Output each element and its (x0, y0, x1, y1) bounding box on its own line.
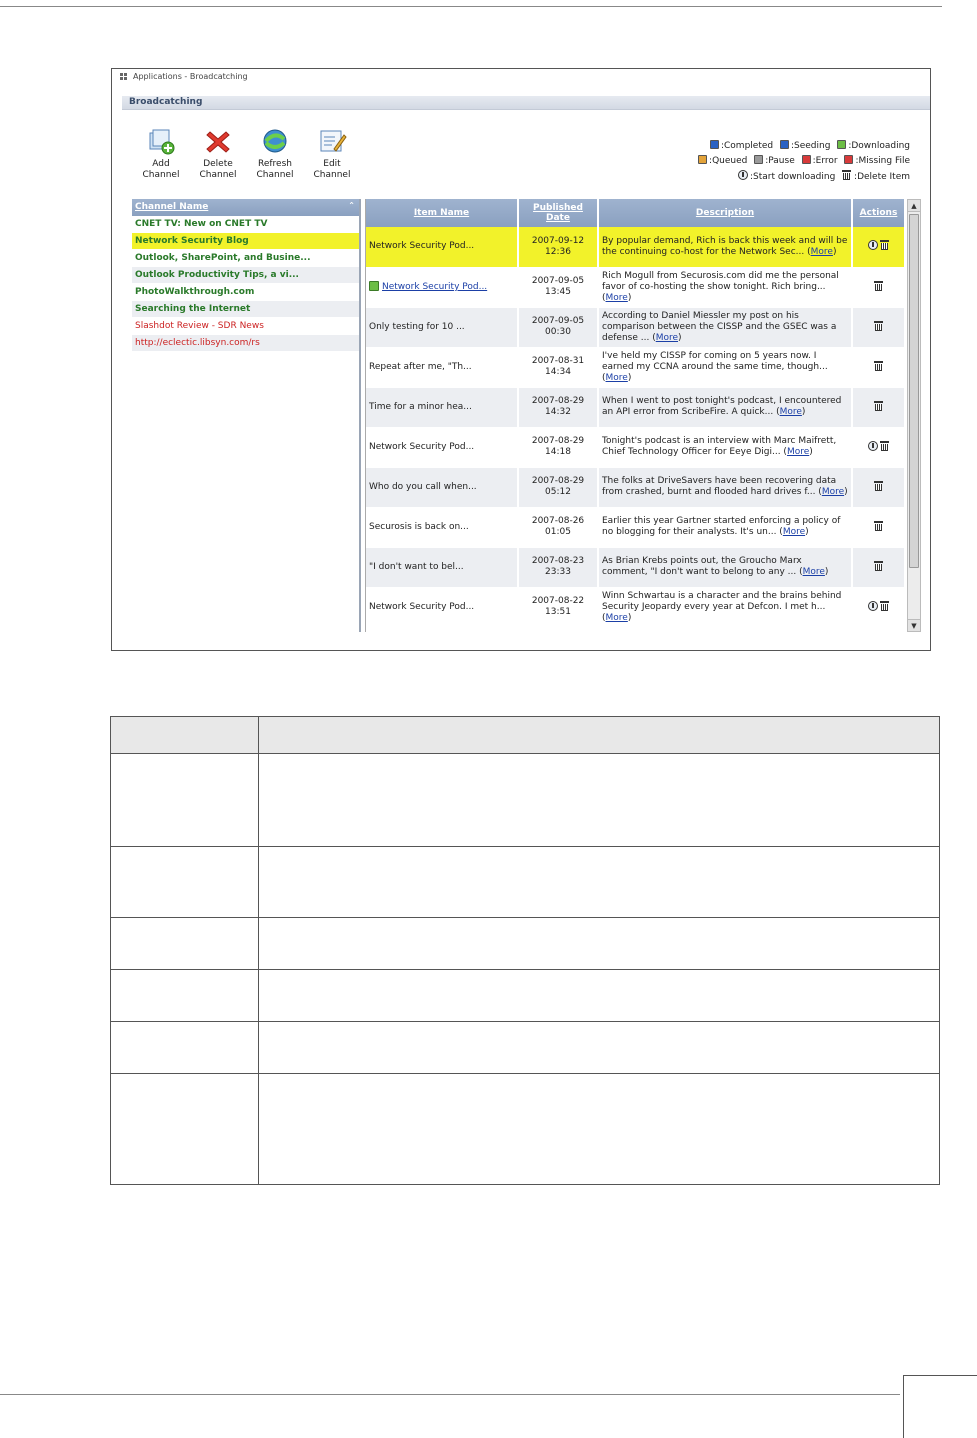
page-number-box (903, 1375, 977, 1438)
item-date: 2007-08-29 05:12 (518, 467, 598, 507)
legend-start-downloading: :Start downloading (738, 170, 835, 182)
missing-file-icon (844, 155, 853, 164)
item-name-header[interactable]: Item Name (366, 199, 518, 227)
items-table (366, 199, 904, 628)
item-description: I've held my CISSP for coming on 5 years now. I earned my CCNA around the same time, though... (More) (598, 347, 852, 387)
trash-icon[interactable] (874, 401, 883, 411)
table-row[interactable] (366, 587, 904, 627)
queued-icon (698, 155, 707, 164)
page-top-rule (0, 6, 942, 7)
more-link[interactable]: More (786, 447, 810, 457)
downloading-icon (369, 281, 379, 291)
item-date: 2007-09-12 12:36 (518, 227, 598, 267)
table-row (111, 918, 940, 970)
edit-channel-button[interactable]: Edit Channel (303, 127, 361, 181)
channel-item[interactable]: Searching the Internet (132, 301, 359, 318)
channel-item[interactable]: Slashdot Review - SDR News (132, 318, 359, 335)
item-date: 2007-08-31 14:34 (518, 347, 598, 387)
item-name (366, 267, 518, 307)
scroll-up-icon[interactable]: ▲ (908, 200, 920, 212)
more-link[interactable]: More (605, 292, 628, 303)
table-row (111, 970, 940, 1022)
refresh-channel-icon (260, 127, 290, 155)
start-download-icon[interactable] (868, 441, 878, 451)
trash-icon[interactable] (874, 281, 883, 291)
scroll-down-icon[interactable]: ▼ (908, 619, 920, 631)
item-actions (852, 227, 904, 267)
legend-missing-file: :Missing File (844, 155, 910, 166)
delete-channel-button[interactable]: Delete Channel (189, 127, 247, 181)
table-row (111, 1074, 940, 1185)
section-title: Broadcatching (129, 97, 203, 107)
table-row[interactable] (366, 347, 904, 387)
more-link[interactable]: More (810, 246, 833, 257)
item-description: By popular demand, Rich is back this week and will be the continuing co-host for the Network Sec... (More) (598, 227, 852, 267)
item-description: As Brian Krebs points out, the Groucho Marx comment, "I don't want to belong to any ... (More) (598, 547, 852, 587)
item-date: 2007-08-26 01:05 (518, 507, 598, 547)
table-row[interactable] (366, 507, 904, 547)
item-date: 2007-08-23 23:33 (518, 547, 598, 587)
channel-item[interactable]: PhotoWalkthrough.com (132, 284, 359, 301)
items-scrollbar[interactable] (907, 199, 921, 632)
add-channel-icon (146, 127, 176, 155)
seeding-icon (780, 140, 789, 149)
table-row[interactable] (366, 387, 904, 427)
trash-icon[interactable] (874, 361, 883, 371)
section-header (122, 96, 930, 110)
delete-channel-icon (203, 127, 233, 155)
item-actions (852, 427, 904, 467)
channel-items-panel (365, 199, 904, 632)
sort-asc-icon: ⌃ (348, 201, 355, 210)
table-header-row (366, 199, 904, 227)
table-row[interactable] (366, 227, 904, 267)
channel-list (132, 199, 361, 632)
published-date-header[interactable]: Published Date (518, 199, 598, 227)
item-name: Repeat after me, "Th... (366, 347, 518, 387)
item-actions (852, 507, 904, 547)
apps-grid-icon (120, 73, 127, 80)
item-name: Who do you call when... (366, 467, 518, 507)
item-name-link[interactable]: Network Security Pod... (382, 282, 488, 292)
item-actions (852, 267, 904, 307)
field-description-table (110, 716, 940, 1185)
start-download-icon[interactable] (868, 240, 878, 250)
item-description: Tonight's podcast is an interview with Marc Maifrett, Chief Technology Officer for Eeye Digi... (More) (598, 427, 852, 467)
more-link[interactable]: More (802, 567, 825, 577)
table-row[interactable] (366, 307, 904, 347)
trash-icon[interactable] (874, 521, 883, 531)
error-icon (802, 155, 811, 164)
window-title: Applications - Broadcatching (120, 72, 248, 81)
legend-downloading: :Downloading (837, 140, 910, 151)
item-name: "I don't want to bel... (366, 547, 518, 587)
trash-icon[interactable] (880, 240, 889, 250)
more-link[interactable]: More (605, 372, 628, 383)
legend-pause: :Pause (754, 155, 795, 166)
status-legend-row-2 (694, 155, 910, 166)
action-legend (734, 170, 910, 182)
trash-icon[interactable] (874, 321, 883, 331)
channel-item[interactable]: Network Security Blog (132, 233, 359, 250)
item-actions (852, 547, 904, 587)
item-name: Network Security Pod... (366, 427, 518, 467)
table-row (111, 847, 940, 918)
channel-item[interactable]: http://eclectic.libsyn.com/rs (132, 335, 359, 352)
table-row[interactable] (366, 547, 904, 587)
item-name: Network Security Pod... (366, 227, 518, 267)
more-link[interactable]: More (782, 527, 806, 537)
item-description: According to Daniel Miessler my post on his comparison between the CISSP and the GSEC was a defense ... (More) (598, 307, 852, 347)
start-download-icon[interactable] (868, 601, 878, 611)
start-download-icon (738, 170, 748, 180)
item-name: Network Security Pod... (366, 587, 518, 627)
item-actions (852, 347, 904, 387)
pause-icon (754, 155, 763, 164)
item-name: Securosis is back on... (366, 507, 518, 547)
channel-item[interactable]: Outlook Productivity Tips, a vi... (132, 267, 359, 284)
downloading-icon (837, 140, 846, 149)
trash-icon (842, 170, 851, 180)
more-link[interactable]: More (779, 407, 802, 417)
more-link[interactable]: More (821, 487, 845, 497)
more-link[interactable]: More (605, 612, 628, 623)
trash-icon[interactable] (880, 601, 889, 611)
description-header[interactable]: Description (598, 199, 852, 227)
item-description: Rich Mogull from Securosis.com did me the personal favor of co-hosting the show tonight. Rich bring... (More) (598, 267, 852, 307)
refresh-channel-button[interactable]: Refresh Channel (246, 127, 304, 181)
item-date: 2007-09-05 00:30 (518, 307, 598, 347)
trash-icon[interactable] (874, 481, 883, 491)
legend-delete-item: :Delete Item (842, 170, 910, 182)
channel-name-header[interactable]: Channel Name ⌃ (132, 199, 359, 216)
legend-error: :Error (802, 155, 838, 166)
item-actions (852, 587, 904, 627)
item-date: 2007-08-29 14:18 (518, 427, 598, 467)
channel-item[interactable]: Outlook, SharePoint, and Busine... (132, 250, 359, 267)
item-description: The folks at DriveSavers have been recovering data from crashed, burnt and flooded hard drives f... (More) (598, 467, 852, 507)
page-bottom-rule (0, 1394, 900, 1395)
add-channel-button[interactable]: Add Channel (132, 127, 190, 181)
table-row[interactable] (366, 427, 904, 467)
item-actions (852, 307, 904, 347)
item-date: 2007-08-29 14:32 (518, 387, 598, 427)
legend-queued: :Queued (698, 155, 747, 166)
broadcatching-screenshot (111, 68, 931, 651)
edit-channel-icon (317, 127, 347, 155)
completed-icon (710, 140, 719, 149)
table-row[interactable] (366, 267, 904, 307)
item-description: When I went to post tonight's podcast, I encountered an API error from ScribeFire. A quick... (More) (598, 387, 852, 427)
item-date: 2007-09-05 13:45 (518, 267, 598, 307)
table-row (111, 1022, 940, 1074)
item-actions (852, 387, 904, 427)
item-actions (852, 467, 904, 507)
actions-header[interactable]: Actions (852, 199, 904, 227)
more-link[interactable]: More (655, 332, 679, 343)
item-name: Only testing for 10 ... (366, 307, 518, 347)
legend-completed: :Completed (710, 140, 773, 151)
item-date: 2007-08-22 13:51 (518, 587, 598, 627)
item-description: Earlier this year Gartner started enforcing a policy of no blogging for their analysts. It's un... (More) (598, 507, 852, 547)
table-row[interactable] (366, 467, 904, 507)
status-legend-row-1 (706, 140, 910, 151)
legend-seeding: :Seeding (780, 140, 830, 151)
scroll-thumb[interactable] (909, 214, 919, 568)
trash-icon[interactable] (880, 441, 889, 451)
table-header-row (111, 717, 940, 754)
channel-item[interactable]: CNET TV: New on CNET TV (132, 216, 359, 233)
item-description: Winn Schwartau is a character and the brains behind Security Jeopardy every year at Defcon. I met h... (More) (598, 587, 852, 627)
item-name: Time for a minor hea... (366, 387, 518, 427)
trash-icon[interactable] (874, 561, 883, 571)
table-row (111, 754, 940, 847)
